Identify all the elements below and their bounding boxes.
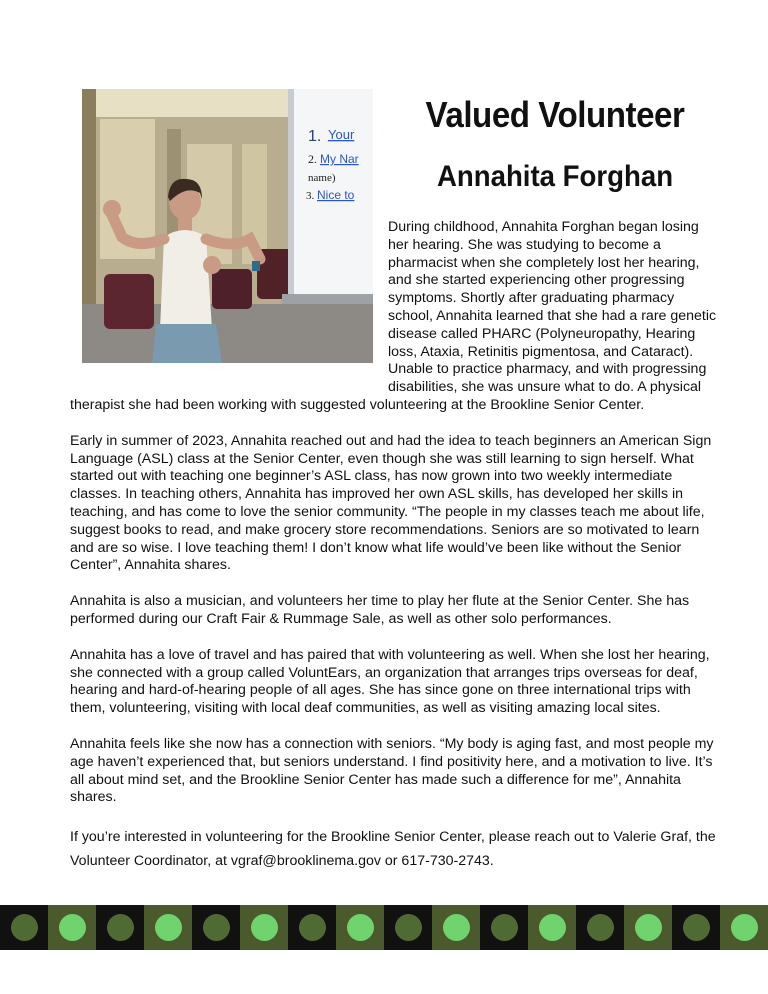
strip-dot (299, 914, 326, 941)
strip-dot (731, 914, 758, 941)
strip-dot (491, 914, 518, 941)
strip-dot (635, 914, 662, 941)
strip-cell (672, 905, 720, 950)
page-title: Valued Volunteer (425, 94, 685, 135)
strip-cell (0, 905, 48, 950)
strip-dot (11, 914, 38, 941)
article-body (70, 219, 718, 891)
paragraph-contact: If you’re interested in volunteering for the Brookline Senior Center, please reach out to Valerie Graf, the Volunteer Coordinator, at vgraf@brooklinema.gov or 617-730-2743. (70, 829, 716, 870)
paragraph-musician: Annahita is also a musician, and volunteers her time to play her flute at the Senior Center. She has performed during our Craft Fair & Rummage Sale, as well as other solo performances. (70, 593, 690, 627)
strip-cell (240, 905, 288, 950)
strip-dot (395, 914, 422, 941)
screen-line-2b-text: name) (308, 172, 336, 184)
decorative-dot-strip (0, 905, 768, 950)
strip-cell (480, 905, 528, 950)
strip-cell (624, 905, 672, 950)
paragraph-travel: Annahita has a love of travel and has paired that with volunteering as well. When she lost her hearing, she connected with a group called VoluntEars, an organization that arranges trips overseas for deaf, hearing and hard-of-hearing people of all ages. She has since gone on three international trips with them, volunteering, visiting with local deaf communities, as well as visiting amazing local sites. (70, 646, 710, 717)
strip-dot (347, 914, 374, 941)
strip-cell (576, 905, 624, 950)
strip-cell (96, 905, 144, 950)
strip-cell (144, 905, 192, 950)
strip-cell (720, 905, 768, 950)
strip-dot (251, 914, 278, 941)
strip-dot (683, 914, 710, 941)
strip-cell (192, 905, 240, 950)
strip-cell (48, 905, 96, 950)
strip-dot (59, 914, 86, 941)
screen-line-2-number: 2. (308, 152, 317, 166)
strip-cell (432, 905, 480, 950)
screen-line-2-text: My Nar (320, 152, 359, 166)
strip-cell (384, 905, 432, 950)
strip-cell (336, 905, 384, 950)
strip-dot (203, 914, 230, 941)
paragraph-seniors: Annahita feels like she now has a connection with seniors. “My body is aging fast, and most people my age haven’t experienced that, but seniors understand. I find positivity here, and a motivation to live. It’s all about mind set, and the Brookline Senior Center has made such a difference for me”, Annahita shares. (70, 735, 714, 806)
strip-dot (539, 914, 566, 941)
paragraph-background: During childhood, Annahita Forghan began losing her hearing. She was studying to become a pharmacist when she completely lost her hearing, and she started experiencing other progressing symptoms. Shortly after graduating pharmacy school, Annahita learned that she had a rare genetic disease called PHARC (Polyneuropathy, Hearing loss, Ataxia, Retinitis pigmentosa, and Cataract). Unable to practice pharmacy, and with progressing disabilities, she was unsure what to do. A physical therapist she had been working with suggested volunteering at the Brookline Senior Center. (70, 219, 717, 413)
strip-cell (288, 905, 336, 950)
strip-dot (443, 914, 470, 941)
screen-line-3-number: 3. (306, 190, 315, 202)
strip-dot (587, 914, 614, 941)
screen-line-1-number: 1. (308, 128, 322, 145)
strip-dot (107, 914, 134, 941)
strip-dot (155, 914, 182, 941)
volunteer-name: Annahita Forghan (436, 160, 674, 193)
strip-cell (528, 905, 576, 950)
screen-line-3-text: Nice to (317, 188, 355, 202)
paragraph-asl-class: Early in summer of 2023, Annahita reached out and had the idea to teach beginners an American Sign Language (ASL) class at the Senior Center, even though she was still learning to sign herself. What started out with teaching one beginner’s ASL class, has now grown into two weekly intermediate classes. In teaching others, Annahita has improved her own ASL skills, has developed her skills in teaching, and has come to love the senior community. “The people in my classes teach me about life, suggest books to read, and make grocery store recommendations. Seniors are so motivated to learn and are so wise. I love teaching them! I don’t know what life would’ve been like without the Senior Center”, Annahita shares. (70, 432, 712, 574)
screen-line-1-text: Your (328, 127, 355, 142)
photo-wrap-spacer (70, 219, 388, 389)
